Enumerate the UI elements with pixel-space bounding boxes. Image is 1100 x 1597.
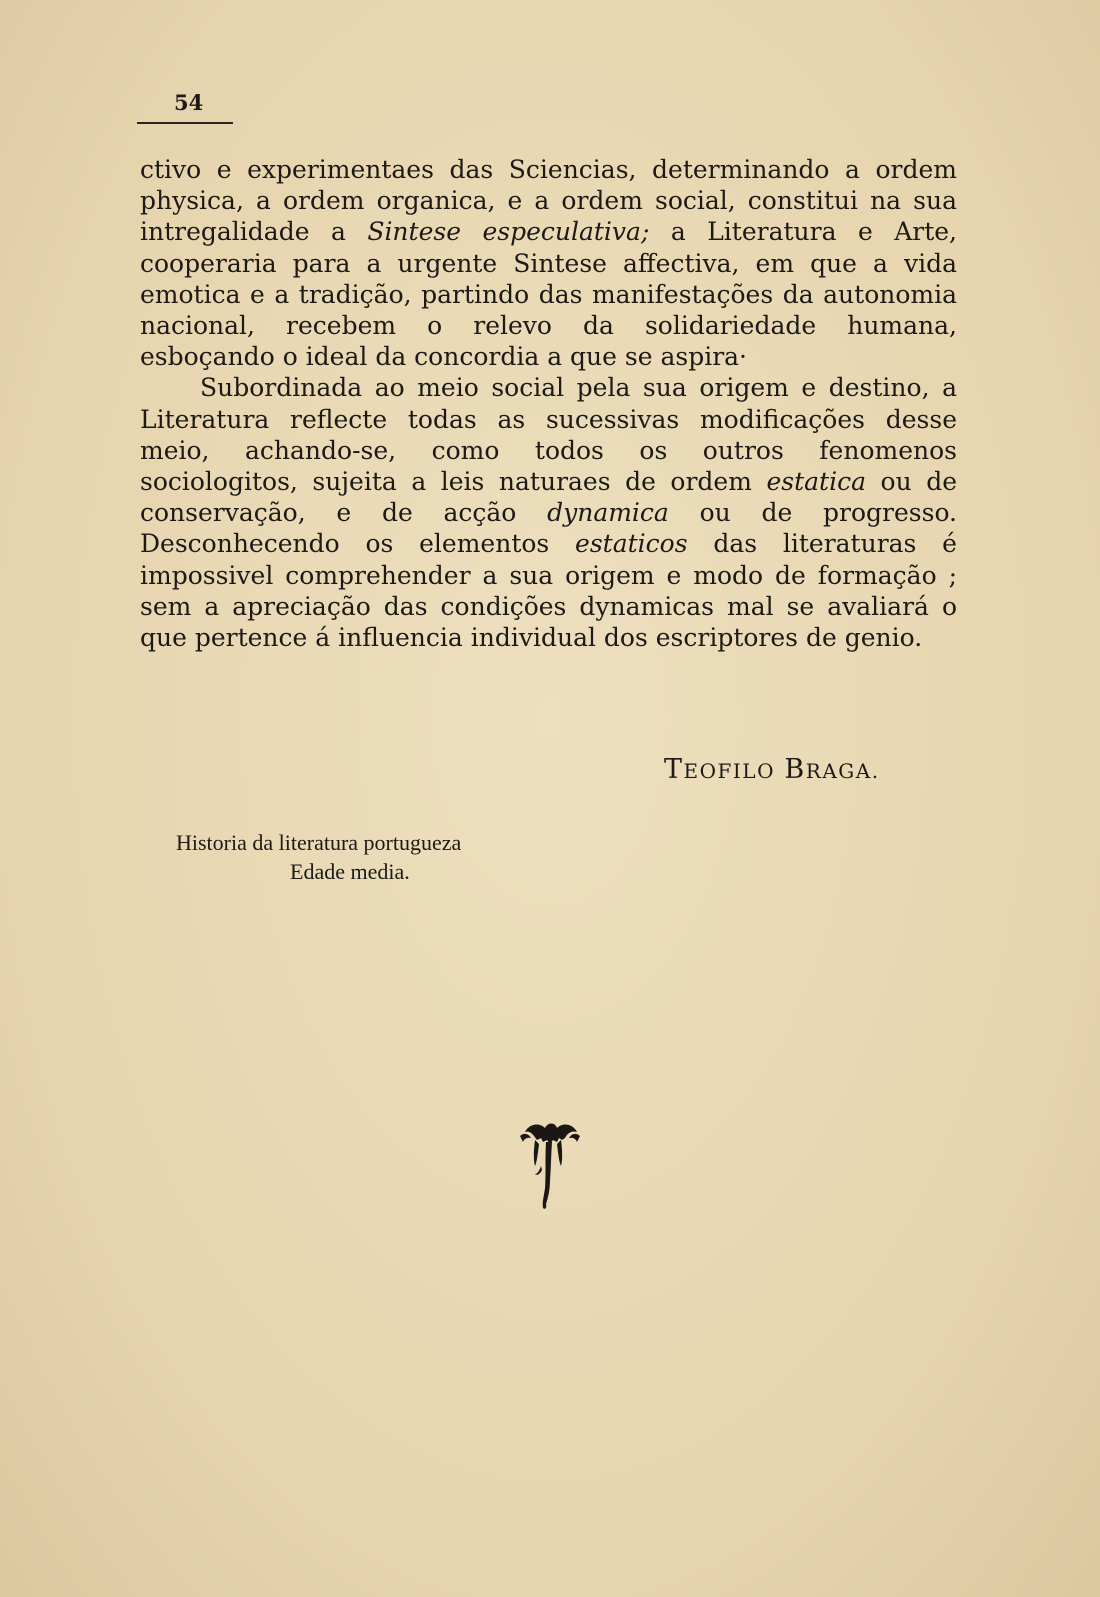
author-signature [664, 754, 954, 785]
paragraph-2-text-b: ou de conservação, e de acção [140, 467, 957, 528]
signature-first-initial: T [664, 754, 684, 785]
source-citation [176, 828, 461, 886]
paragraph-2-emphasis-1: estatica [766, 467, 866, 497]
page-number: 54 [174, 90, 204, 115]
paragraph-1 [140, 154, 957, 372]
signature-last-rest: RAGA. [805, 759, 880, 783]
paragraph-2-text-d: das literaturas é impossivel comprehender a sua origem e modo de formação ; sem a apreciação das condições dynamicas mal se avaliará o que pertence á influencia individual dos escriptores de genio. [140, 529, 957, 653]
source-line-2: Edade media. [290, 859, 410, 884]
signature-first-rest: EOFILO [683, 759, 775, 783]
body-text [140, 154, 957, 653]
paragraph-1-emphasis: Sintese especulativa; [367, 217, 650, 247]
paragraph-2-text-c: ou de progresso. Desconhecendo os elementos [140, 498, 957, 559]
tailpiece-ornament-icon [515, 1118, 585, 1214]
page-number-rule [137, 122, 233, 124]
paragraph-2-emphasis-3: estaticos [575, 529, 688, 559]
source-line-1: Historia da literatura portugueza [176, 830, 462, 855]
signature-last-initial: B [784, 754, 806, 785]
paragraph-2-emphasis-2: dynamica [547, 498, 669, 528]
paragraph-1-text-b: a Literatura e Arte, cooperaria para a urgente Sintese affectiva, em que a vida emotica e a tradição, partindo das manifestações da autonomia nacional, recebem o relevo da solidariedade humana, esboçando o ideal da concordia a que se aspira· [140, 217, 958, 372]
paragraph-2-text-a: Subordinada ao meio social pela sua origem e destino, a Literatura reflecte todas as sucessivas modificações desse meio, achando-se, como todos os outros fenomenos sociologitos, sujeita a leis naturaes de ordem [140, 373, 957, 497]
paragraph-1-text-a: ctivo e experimentaes das Sciencias, determinando a ordem physica, a ordem organica, e a ordem social, constitui na sua intregalidade a [140, 155, 957, 247]
paragraph-2 [140, 372, 957, 653]
